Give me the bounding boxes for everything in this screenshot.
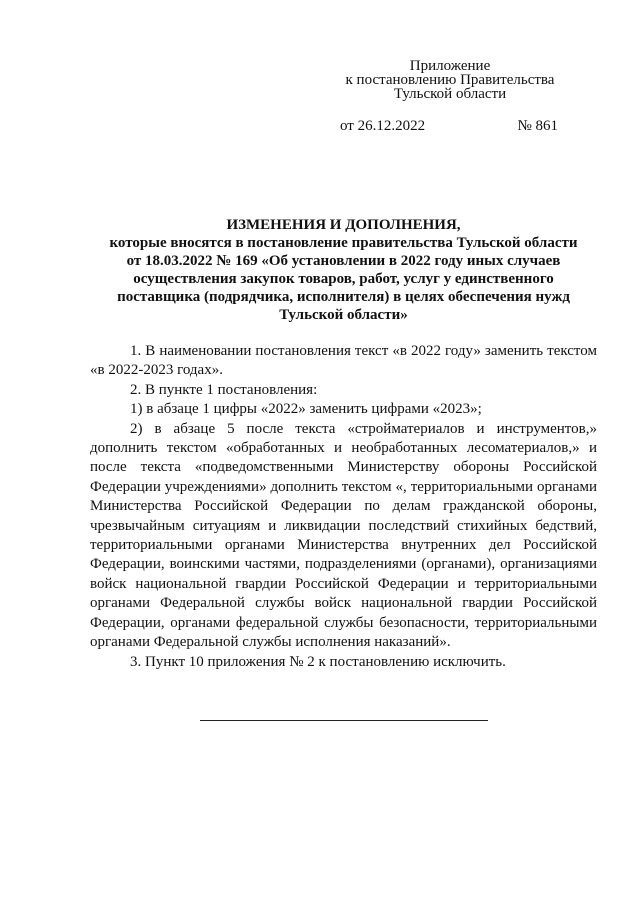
title-line-2: которые вносятся в постановление правительства Тульской области	[109, 235, 578, 251]
paragraph-5: 3. Пункт 10 приложения № 2 к постановлению исключить.	[130, 653, 506, 670]
appendix-line-3: Тульской области	[393, 86, 507, 102]
title-line-3: от 18.03.2022 № 169 «Об установлении в 2022 году иных случаев	[126, 253, 561, 269]
closing-separator-line	[200, 720, 488, 721]
document-number: № 861	[517, 118, 558, 134]
paragraph-3: 1) в абзаце 1 цифры «2022» заменить цифрами «2023»;	[130, 401, 482, 418]
paragraph-1: 1. В наименовании постановления текст «в 2022 году» заменить текстом «в 2022-2023 годах».	[90, 343, 597, 379]
document-date: от 26.12.2022	[340, 118, 426, 134]
title-line-4: осуществления закупок товаров, работ, услуг у единственного	[133, 271, 554, 287]
document-body	[90, 342, 597, 672]
appendix-line-1: Приложение	[409, 58, 491, 74]
appendix-line-2: к постановлению Правительства	[345, 72, 555, 88]
paragraph-4: 2) в абзаце 5 после текста «стройматериалов и инструментов,» дополнить текстом «обработанных и необработанных лесоматериалов,» и после текста «подведомственными Министерству обороны Российской Федерации учреждениями» дополнить текстом «, территориальными органами Министерства Российской Федерации по делам гражданской обороны, чрезвычайным ситуациям и ликвидации последствий стихийных бедствий, территориальными органами Министерства внутренних дел Российской Федерации, воинскими частями, подразделениями (органами), организациями войск национальной гвардии Российской Федерации и территориальными органами Федеральной службы войск национальной гвардии Российской Федерации, органами федеральной службы безопасности, территориальными органами Федеральной службы исполнения наказаний».	[90, 420, 597, 651]
title-line-1: ИЗМЕНЕНИЯ И ДОПОЛНЕНИЯ,	[226, 217, 461, 233]
document-title	[90, 216, 597, 324]
appendix-header	[340, 59, 560, 101]
title-line-5: поставщика (подрядчика, исполнителя) в целях обеспечения нужд	[117, 289, 570, 305]
paragraph-2: 2. В пункте 1 постановления:	[130, 381, 318, 398]
title-line-6: Тульской области»	[279, 307, 408, 323]
